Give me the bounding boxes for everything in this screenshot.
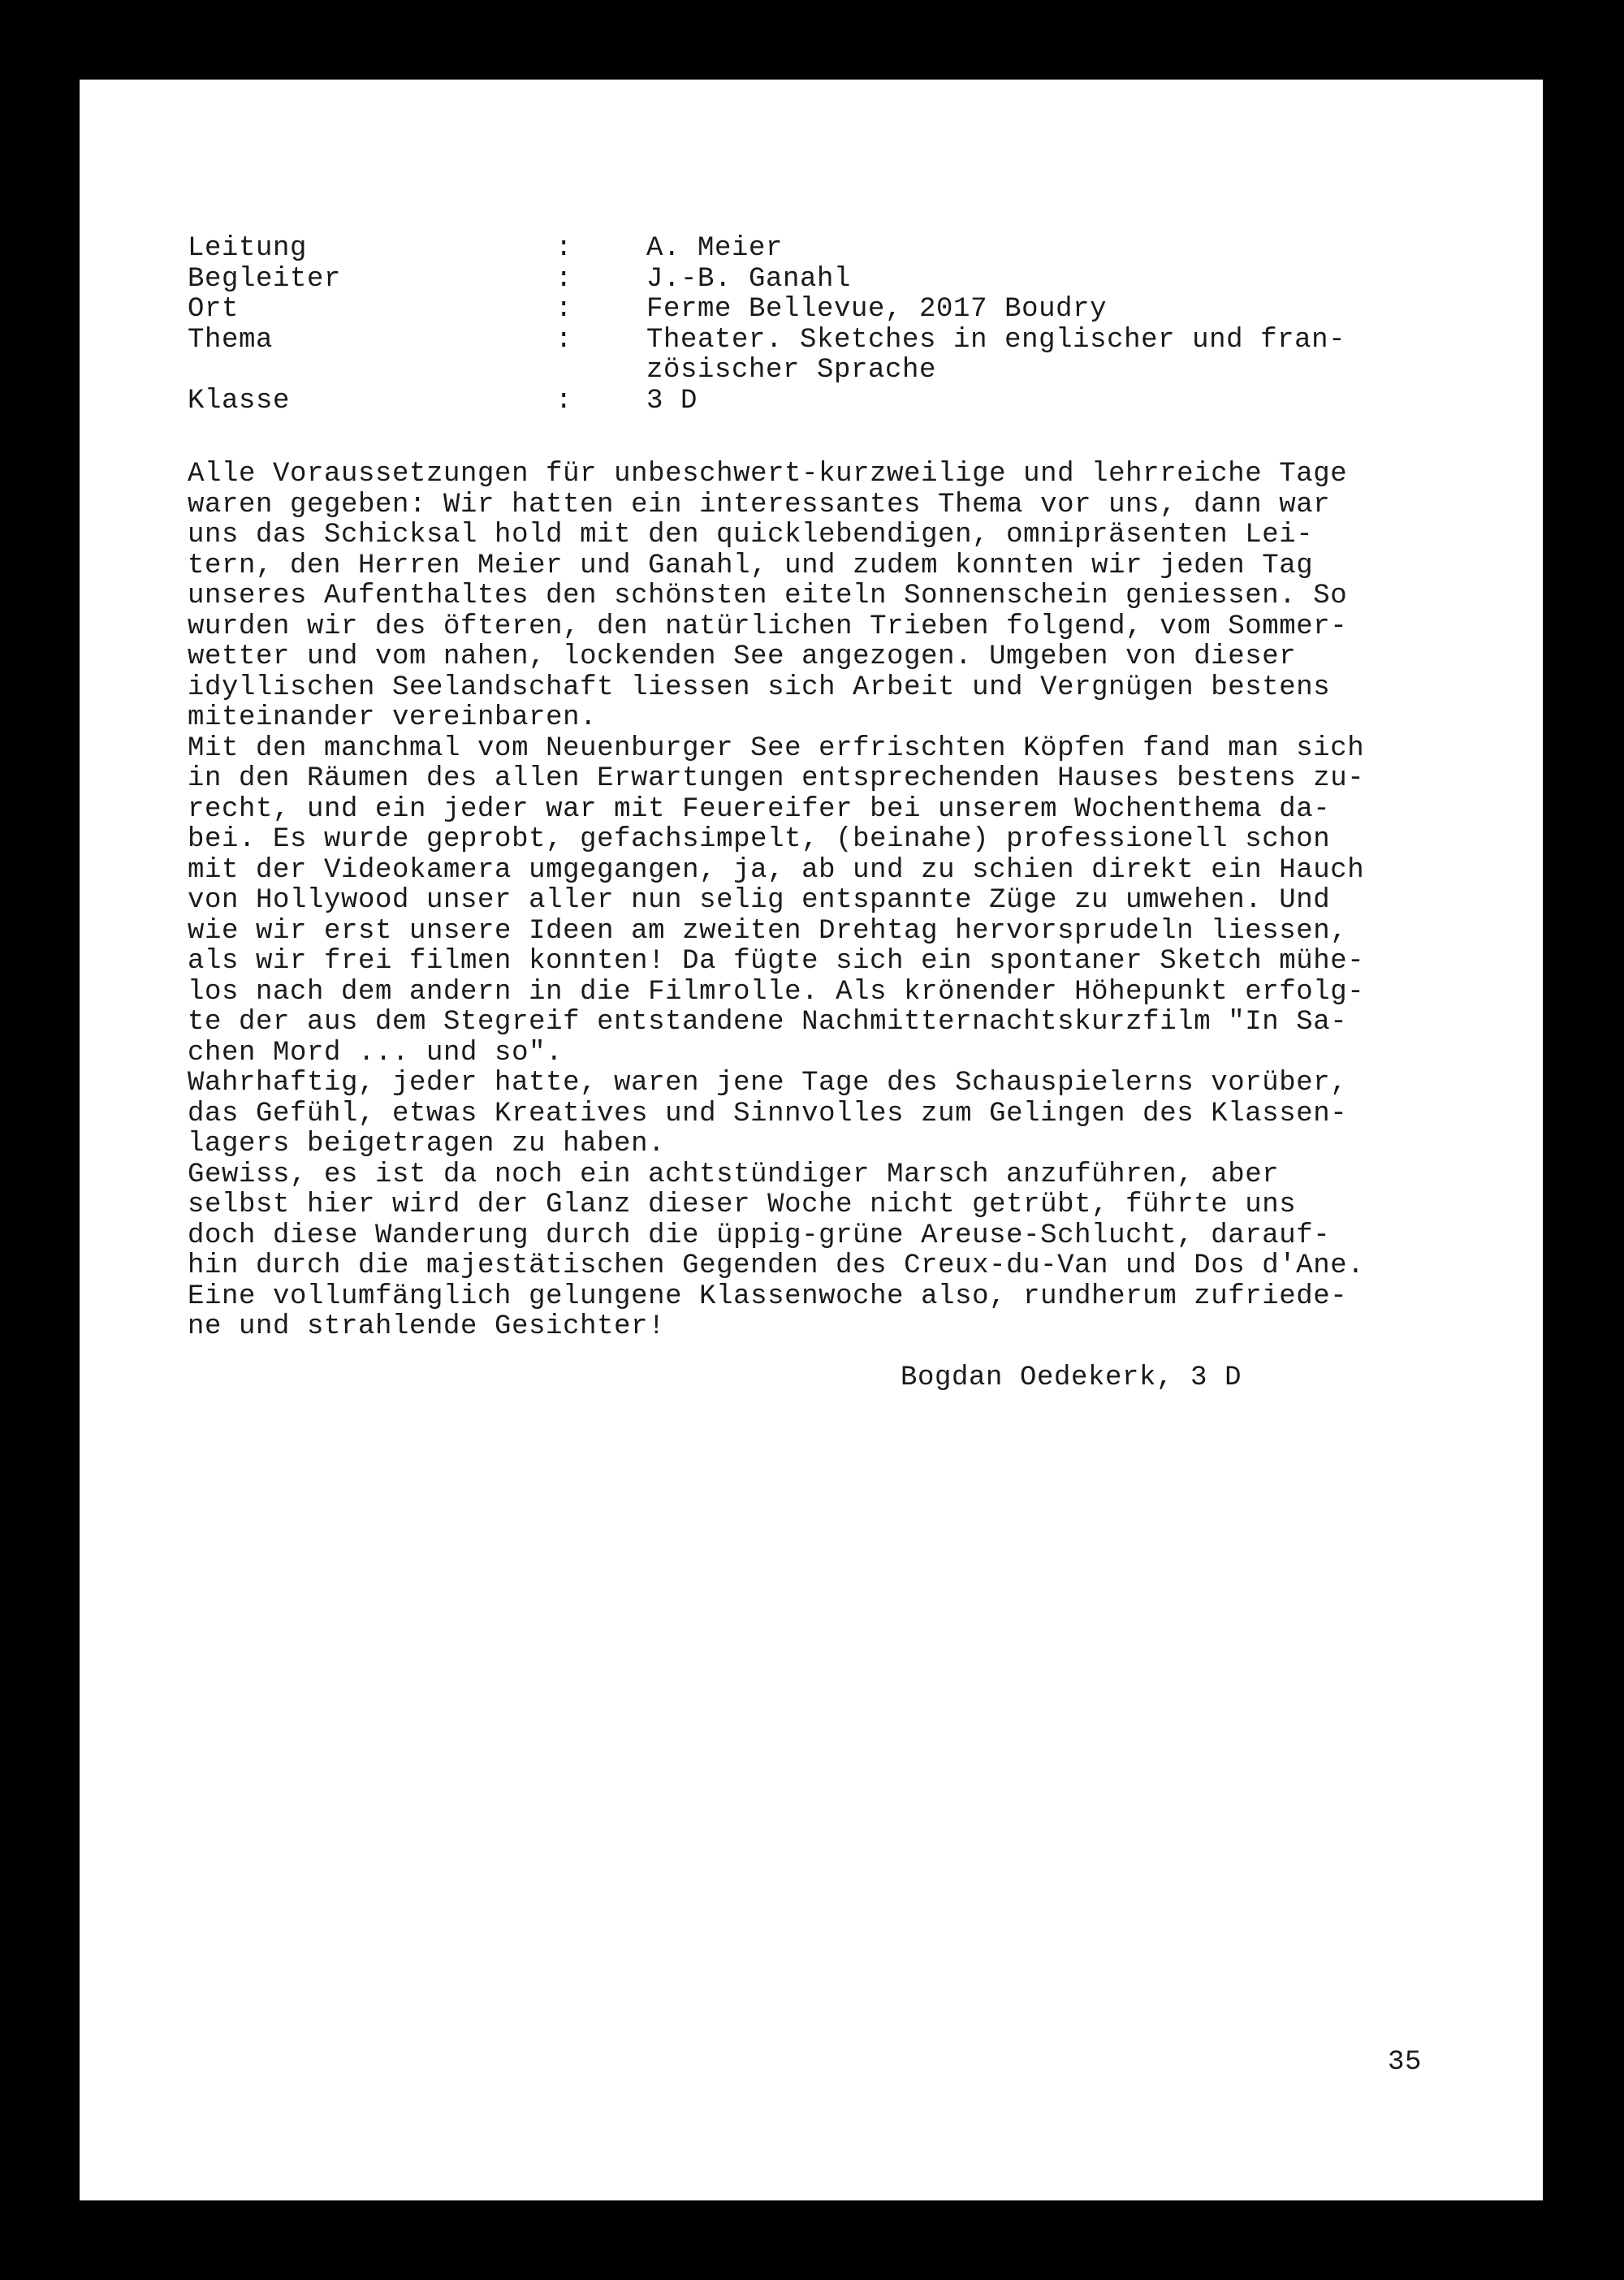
- header-value: zösischer Sprache: [646, 355, 937, 386]
- body-line: selbst hier wird der Glanz dieser Woche nicht getrübt, führte uns: [188, 1190, 1297, 1220]
- body-line: Eine vollumfänglich gelungene Klassenwoche also, rundherum zufriede-: [188, 1280, 1348, 1312]
- body-line: Alle Voraussetzungen für unbeschwert-kurzweilige und lehrreiche Tage: [188, 459, 1348, 490]
- header-table: [188, 234, 1345, 417]
- header-colon: :: [555, 324, 573, 356]
- report-body: [188, 460, 1364, 1343]
- header-row-leitung: [188, 234, 1345, 265]
- body-line: recht, und ein jeder war mit Feuereifer bei unserem Wochenthema da-: [188, 793, 1331, 825]
- author-signature: Bogdan Oedekerk, 3 D: [901, 1362, 1242, 1393]
- header-colon-empty: [555, 356, 646, 386]
- body-line: von Hollywood unser aller nun selig entspannte Züge zu umwehen. Und: [188, 885, 1331, 916]
- body-line: te der aus dem Stegreif entstandene Nachmitternachtskurzfilm "In Sa-: [188, 1007, 1348, 1038]
- body-line: ne und strahlende Gesichter!: [188, 1311, 666, 1342]
- document-page: [80, 80, 1543, 2200]
- page-number: 35: [1388, 2047, 1423, 2078]
- header-label: Leitung: [188, 233, 308, 264]
- body-line: bei. Es wurde geprobt, gefachsimpelt, (beinahe) professionell schon: [188, 824, 1331, 855]
- header-row-begleiter: [188, 265, 1345, 296]
- header-value: J.-B. Ganahl: [646, 263, 852, 295]
- body-line: als wir frei filmen konnten! Da fügte sich ein spontaner Sketch mühe-: [188, 946, 1365, 977]
- header-colon: :: [555, 385, 573, 417]
- header-row-klasse: [188, 386, 1345, 417]
- body-line: hin durch die majestätischen Gegenden des Creux-du-Van und Dos d'Ane.: [188, 1250, 1365, 1281]
- body-line: tern, den Herren Meier und Ganahl, und zudem konnten wir jeden Tag: [188, 550, 1314, 581]
- body-line: Gewiss, es ist da noch ein achtstündiger Marsch anzuführen, aber: [188, 1159, 1280, 1190]
- body-line: unseres Aufenthaltes den schönsten eiteln Sonnenschein geniessen. So: [188, 581, 1348, 611]
- body-line: uns das Schicksal hold mit den quicklebendigen, omnipräsenten Lei-: [188, 520, 1314, 551]
- header-label: Begleiter: [188, 263, 342, 295]
- body-line: lagers beigetragen zu haben.: [188, 1129, 666, 1159]
- header-row-thema-continued: [188, 356, 1345, 386]
- body-line: wurden wir des öfteren, den natürlichen Trieben folgend, vom Sommer-: [188, 611, 1348, 642]
- body-line: idyllischen Seelandschaft liessen sich Arbeit und Vergnügen bestens: [188, 671, 1331, 703]
- header-row-thema: [188, 326, 1345, 356]
- header-value: Theater. Sketches in englischer und fran-: [646, 324, 1346, 356]
- body-line: chen Mord ... und so".: [188, 1037, 564, 1069]
- body-line: los nach dem andern in die Filmrolle. Als krönender Höhepunkt erfolg-: [188, 976, 1365, 1008]
- body-line: wetter und vom nahen, lockenden See angezogen. Umgeben von dieser: [188, 641, 1297, 672]
- header-label: Ort: [188, 294, 240, 325]
- header-colon: :: [555, 233, 573, 264]
- body-line: wie wir erst unsere Ideen am zweiten Drehtag hervorsprudeln liessen,: [188, 915, 1348, 947]
- body-line: miteinander vereinbaren.: [188, 702, 598, 733]
- header-value: A. Meier: [646, 233, 784, 264]
- header-value: Ferme Bellevue, 2017 Boudry: [646, 294, 1108, 325]
- header-colon: :: [555, 263, 573, 295]
- header-colon: :: [555, 294, 573, 325]
- header-label: Klasse: [188, 385, 291, 417]
- header-label: Thema: [188, 324, 274, 356]
- body-line: waren gegeben: Wir hatten ein interessantes Thema vor uns, dann war: [188, 489, 1331, 520]
- header-label: [188, 356, 555, 386]
- body-line: Mit den manchmal vom Neuenburger See erfrischten Köpfen fand man sich: [188, 732, 1365, 764]
- body-line: das Gefühl, etwas Kreatives und Sinnvolles zum Gelingen des Klassen-: [188, 1098, 1348, 1129]
- header-row-ort: [188, 295, 1345, 326]
- body-line: in den Räumen des allen Erwartungen entsprechenden Hauses bestens zu-: [188, 763, 1365, 794]
- header-value: 3 D: [646, 385, 698, 417]
- body-line: doch diese Wanderung durch die üppig-grüne Areuse-Schlucht, darauf-: [188, 1220, 1331, 1251]
- body-line: Wahrhaftig, jeder hatte, waren jene Tage des Schauspielerns vorüber,: [188, 1068, 1348, 1099]
- body-line: mit der Videokamera umgegangen, ja, ab und zu schien direkt ein Hauch: [188, 854, 1365, 886]
